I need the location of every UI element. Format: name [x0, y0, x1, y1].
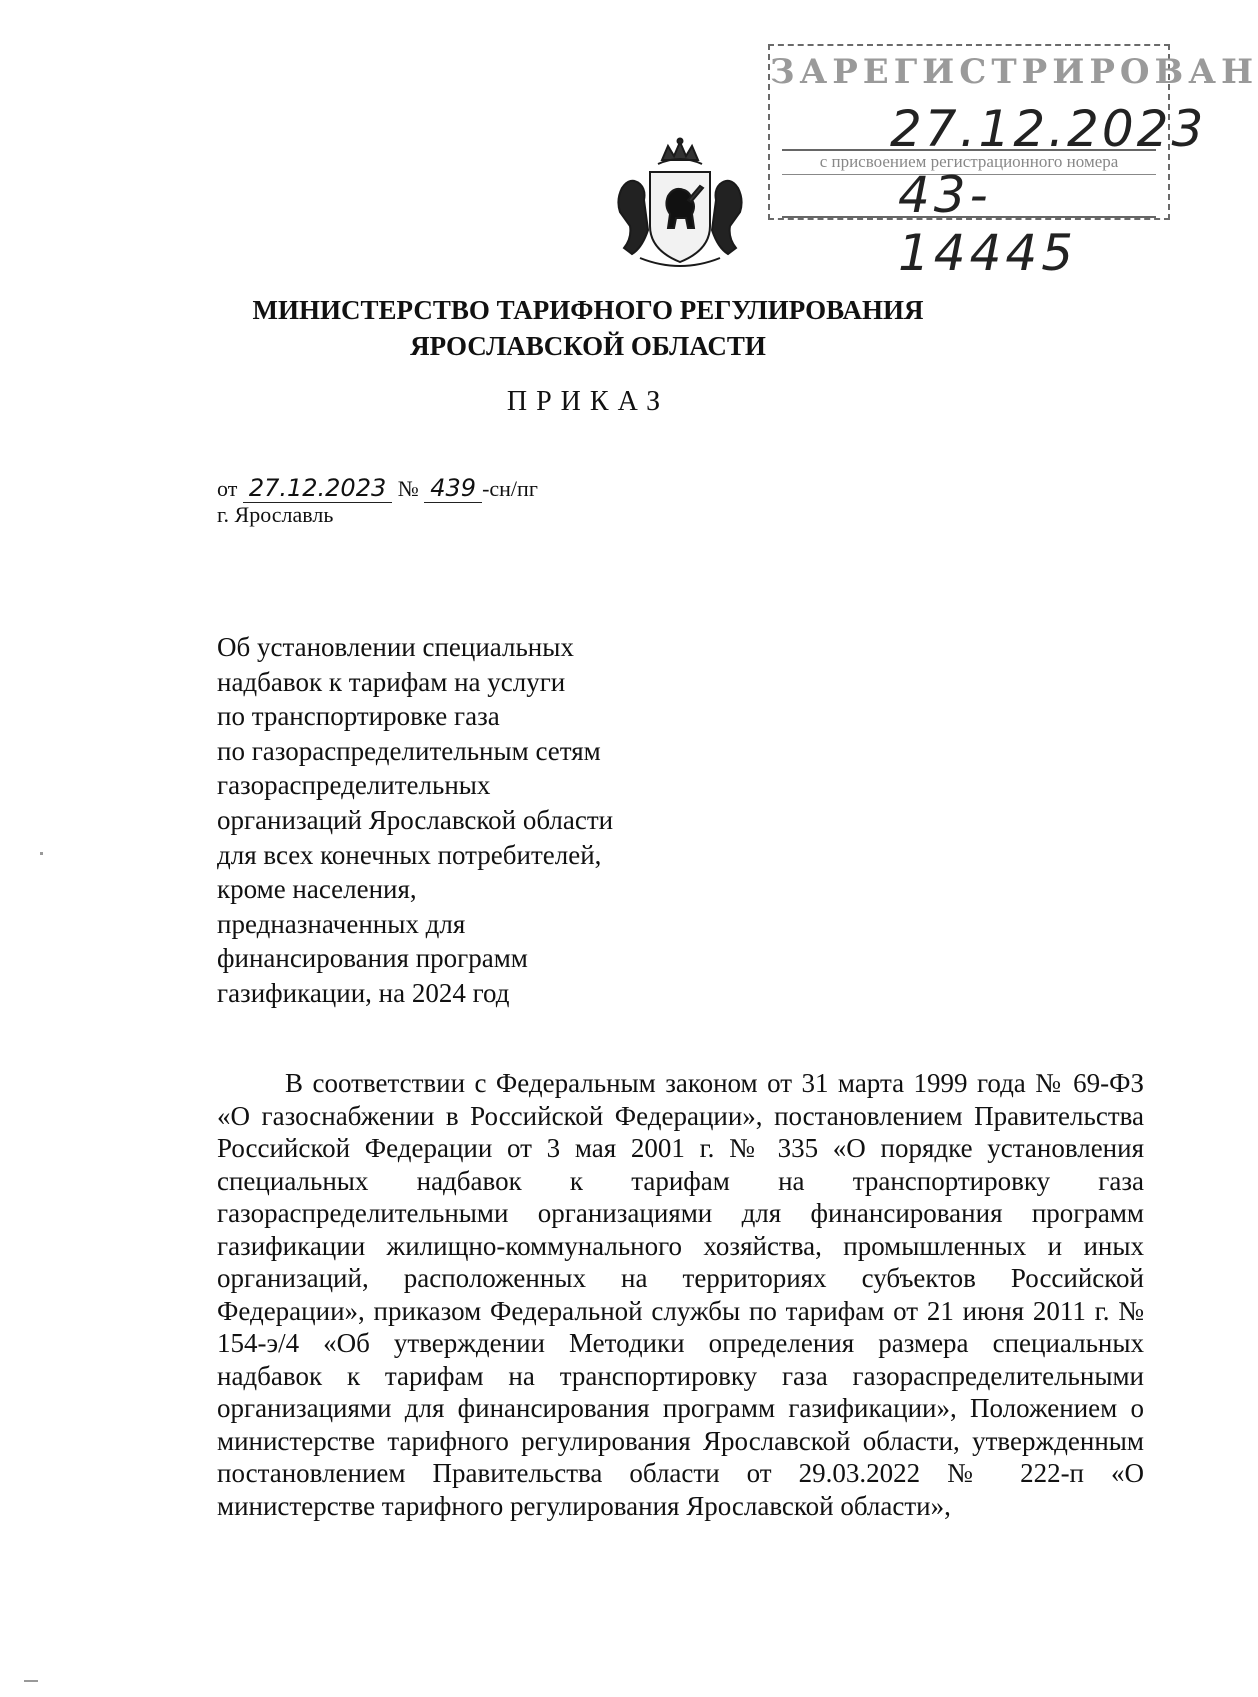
- stamp-divider: [782, 216, 1156, 218]
- subject-line: кроме населения,: [217, 874, 417, 905]
- order-number-suffix: -сн/пг: [482, 476, 538, 501]
- order-from-label: от: [217, 476, 238, 501]
- scan-artifact: [40, 852, 43, 855]
- body-paragraph: В соответствии с Федеральным законом от 31 марта 1999 года № 69-ФЗ «О газоснабжении в Российской Федерации», постановлением Правительства Российской Федерации от 3 мая 2001 г. № 335 «О порядке установления специальных надбавок к тарифам на транспортировку газа газораспределительными организациями для финансирования программ газификации жилищно-коммунального хозяйства, промышленных и иных организаций, расположенных на территориях субъектов Российской Федерации», приказом Федеральной службы по тарифам от 21 июня 2011 г. № 154-э/4 «Об утверждении Методики определения размера специальных надбавок к тарифам на транспортировку газа газораспределительными организациями для финансирования программ газификации», Положением о министерстве тарифного регулирования Ярославской области, утвержденным постановлением Правительства области от 29.03.2022 № 222-п «О министерстве тарифного регулирования Ярославской области»,: [217, 1068, 1144, 1521]
- stamp-date: 27.12.2023: [890, 100, 1207, 158]
- ministry-name: [200, 292, 976, 364]
- order-number-sign: №: [397, 476, 419, 501]
- stamp-caption: с присвоением регистрационного номера: [819, 152, 1119, 171]
- order-number: 439: [424, 474, 482, 503]
- stamp-title: ЗАРЕГИСТРИРОВАН: [770, 52, 1258, 92]
- yaroslavl-coat-of-arms-icon: [610, 138, 750, 270]
- subject-line: Об установлении специальных: [217, 632, 574, 662]
- subject-line: по газораспределительным сетям: [217, 735, 601, 766]
- ministry-line-1: МИНИСТЕРСТВО ТАРИФНОГО РЕГУЛИРОВАНИЯ: [252, 295, 924, 325]
- subject-line: финансирования программ: [217, 943, 528, 974]
- scan-artifact: [24, 1680, 38, 1682]
- order-city: г. Ярославль: [217, 502, 334, 527]
- stamp-registration-number: 43-14445: [898, 166, 1078, 282]
- subject-line: предназначенных для: [217, 908, 466, 939]
- ministry-line-2: ЯРОСЛАВСКОЙ ОБЛАСТИ: [410, 331, 766, 361]
- document-type: ПРИКАЗ: [506, 386, 670, 417]
- stamp-divider: [782, 149, 1156, 151]
- subject-line: газификации, на 2024 год: [217, 977, 510, 1008]
- subject-line: газораспределительных: [217, 770, 491, 801]
- subject-line: организаций Ярославской области: [217, 804, 614, 835]
- subject-line: по транспортировке газа: [217, 701, 500, 732]
- registration-stamp: [768, 44, 1258, 282]
- order-subject: [217, 630, 657, 1011]
- subject-line: для всех конечных потребителей,: [217, 839, 602, 870]
- order-meta-line: [217, 474, 538, 502]
- order-date: 27.12.2023: [243, 474, 392, 503]
- subject-line: надбавок к тарифам на услуги: [217, 666, 566, 697]
